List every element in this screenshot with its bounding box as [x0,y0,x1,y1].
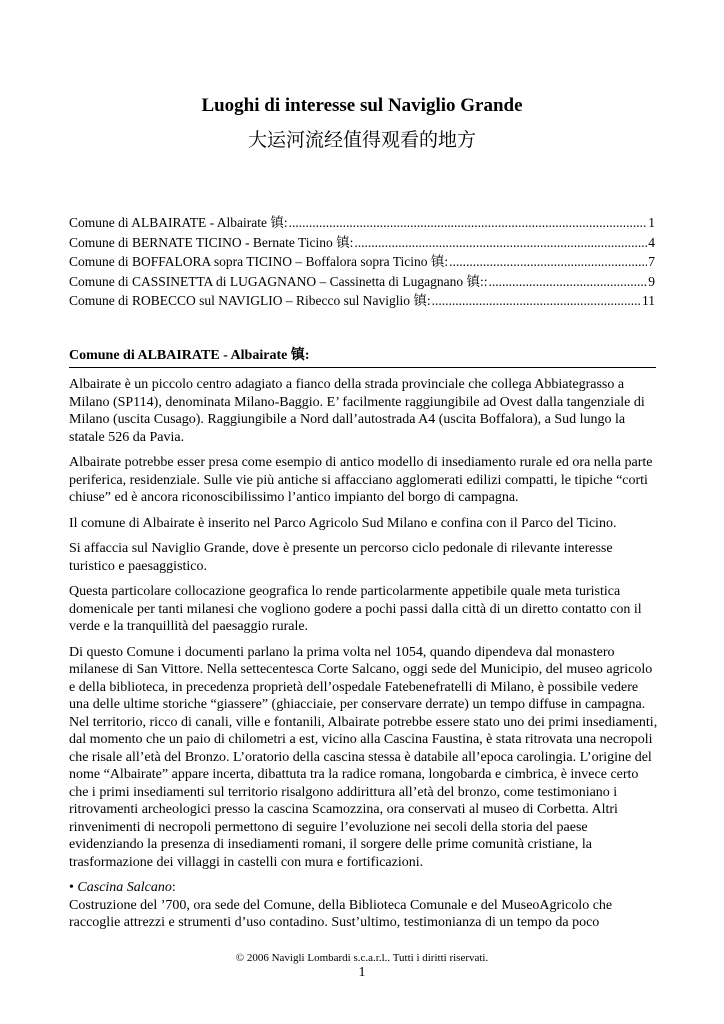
toc-entry-page: 7 [648,254,655,270]
page-number: 1 [358,965,366,980]
toc-leader-dots [449,252,647,272]
toc-entry-page: 1 [648,215,655,230]
toc-entry-text: Comune di BOFFALORA sopra TICINO – Boffalora sopra Ticino 镇: [69,254,449,270]
toc-entry-cassinetta[interactable] [69,272,655,292]
toc-leader-dots [354,233,647,253]
toc-entry-boffalora[interactable] [69,252,655,272]
toc-entry-page: 4 [648,234,655,250]
toc-entry-bernate-ticino[interactable] [69,233,655,253]
toc-entry-page: 9 [648,273,655,289]
bullet-text: Costruzione del ’700, ora sede del Comune, della Biblioteca Comunale e del MuseoAgricolo che raccoglie attrezzi e strumenti d’uso contadino. Sust’ultimo, testimonianza di un tempo da poco [69,897,613,930]
toc-entry-text: Comune di ALBAIRATE - Albairate 镇: [69,215,288,230]
bullet-title: Cascina Salcano [77,880,172,895]
footer-copyright: © 2006 Navigli Lombardi s.c.a.r.l.. Tutti i diritti riservati. [235,952,489,964]
toc-entry-albairate[interactable] [69,213,655,233]
body-paragraph: Di questo Comune i documenti parlano la prima volta nel 1054, quando dipendeva dal monastero milanese di San Vittore. Nella settecentesca Corte Salcano, oggi sede del Municipio, del museo agricolo e della biblioteca, in precedenza proprietà dell’ospedale Fatebenefratelli di Milano, è possibile vedere una delle ultime storiche “giassere” (ghiacciaie, per conservare derrate) un tempo diffuse in campagna. Nel territorio, ricco di canali, ville e fontanili, Albairate potrebbe essere stato uno dei primi insediamenti, dal momento che un paio di chilometri a est, vicino alla Cascina Faustina, è stata ritrovata una necropoli che risale all’età del Bronzo. L’oratorio della cascina stessa è databile all’epoca carolingia. L’origine del nome “Albairate” appare incerta, dibattuta tra la radice romana, longobarda e cimbrica, è invece certo che i primi insediamenti sul territorio risalgono addirittura all’età del bronzo, come testimoniano i ritrovamenti archeologici presso la cascina Scamozzina, ora conservati al museo di Corbetta. Altri rinvenimenti di necropoli permettono di seguire l’evoluzione nei secoli della storia del paese evidenziando la presenza di insediamenti romani, il sorgere delle prime comunità cristiane, la trasformazione dei villaggi in castelli con mura e fortificazioni. [69,644,658,870]
toc-entry-text: Comune di ROBECCO sul NAVIGLIO – Ribecco sul Naviglio 镇: [69,293,431,309]
document-title: Luoghi di interesse sul Naviglio Grande [201,95,523,116]
toc-entry-text: Comune di BERNATE TICINO - Bernate Ticino 镇: [69,234,354,250]
toc-entry-robecco[interactable] [69,291,655,311]
toc-entry-page: 11 [642,293,655,309]
bullet-marker: • [69,880,74,895]
toc-leader-dots [432,291,641,311]
document-subtitle-chinese: 大运河流经值得观看的地方 [247,129,476,151]
body-paragraph: Questa particolare collocazione geografica lo rende particolarmente appetibile quale meta turistica domenicale per tanti milanesi che vogliono godere a pochi passi dalla città di un diretto contatto con il verde e la tranquillità del paesaggio rurale. [69,584,642,634]
body-paragraph: Albairate potrebbe esser presa come esempio di antico modello di insediamento rurale ed ora nella parte periferica, residenziale. Sulle vie più antiche si affacciano agglomerati edilizi compatti, le tipiche “corti chiuse” ed è ancora riconoscibilissimo l’antico impianto del borgo di campagna. [69,455,653,505]
section-heading: Comune di ALBAIRATE - Albairate 镇: [69,346,656,368]
section-body [69,376,659,932]
toc-entry-text: Comune di CASSINETTA di LUGAGNANO – Cassinetta di Lugagnano 镇:: [69,273,488,289]
body-paragraph: Si affaccia sul Naviglio Grande, dove è presente un percorso ciclo pedonale di rilevante interesse turistico e paesaggistico. [69,541,613,574]
toc-leader-dots [289,213,648,233]
toc-leader-dots [489,272,648,292]
body-paragraph: Albairate è un piccolo centro adagiato a fianco della strada provinciale che collega Abbiategrasso a Milano (SP114), denominata Milano-Baggio. E’ facilmente raggiungibile ad Ovest dalla tangenziale di Milano (uscita Cusago). Raggiungibile a Nord dall’autostrada A4 (uscita Boffalora), a Sud lungo la statale 526 da Pavia. [69,377,645,445]
bullet-colon: : [171,880,176,895]
body-paragraph: Il comune di Albairate è inserito nel Parco Agricolo Sud Milano e confina con il Parco del Ticino. [69,515,617,531]
bullet-item [69,879,659,897]
table-of-contents [69,213,655,311]
